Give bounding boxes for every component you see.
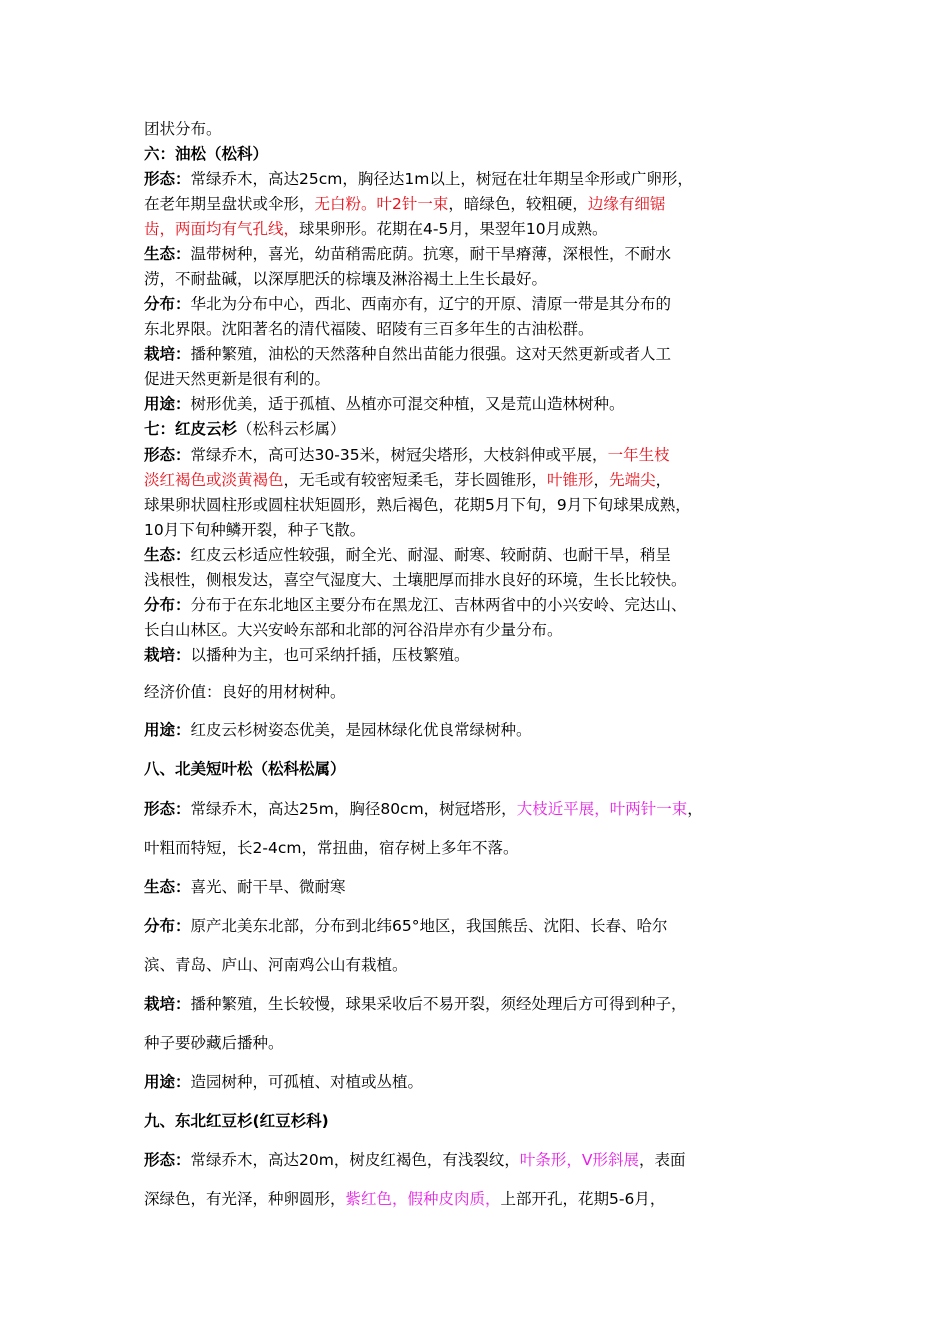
- highlight-text: 无白粉。叶2针一束: [314, 195, 449, 213]
- label-text: 栽培：: [144, 995, 191, 1013]
- text-line: [144, 1149, 685, 1171]
- body-text: 红皮云杉树姿态优美，是园林绿化优良常绿树种。: [190, 721, 532, 739]
- label-text: 九、东北红豆杉(红豆杉科): [144, 1112, 329, 1130]
- label-text: 栽培：: [144, 646, 191, 664]
- body-text: 上部开孔，花期5-6月，: [500, 1190, 666, 1208]
- body-text: 造园树种，可孤植、对植或丛植。: [190, 1073, 424, 1091]
- label-text: 形态：: [144, 446, 191, 464]
- text-line: [144, 1032, 284, 1054]
- body-text: 树形优美，适于孤植、丛植亦可混交种植，又是荒山造林树种。: [190, 395, 625, 413]
- text-line: [144, 268, 547, 290]
- body-text: （松科云杉属）: [237, 420, 346, 438]
- body-text: ，: [655, 471, 672, 489]
- text-line: [144, 318, 594, 340]
- body-text: 播种繁殖，油松的天然落种自然出苗能力很强。这对天然更新或者人工: [190, 345, 672, 363]
- body-text: 东北界限。沈阳著名的清代福陵、昭陵有三百多年生的古油松群。: [144, 320, 594, 338]
- text-line: [144, 993, 687, 1015]
- body-text: 球果卵形。花期在4-5月，果翌年10月成熟。: [299, 220, 608, 238]
- body-text: 球果卵状圆柱形或圆柱状矩圆形，熟后褐色，花期5月下旬，9月下旬球果成熟，: [144, 496, 691, 514]
- body-text: ，: [593, 471, 610, 489]
- body-text: 在老年期呈盘状或伞形，: [144, 195, 315, 213]
- body-text: 原产北美东北部，分布到北纬65°地区，我国熊岳、沈阳、长春、哈尔: [190, 917, 668, 935]
- label-text: 形态：: [144, 800, 191, 818]
- highlight-text: 先端尖: [609, 471, 656, 489]
- text-line: [144, 368, 330, 390]
- text-line: [144, 644, 470, 666]
- text-line: [144, 519, 365, 541]
- text-line: [144, 798, 703, 820]
- highlight-text: 叶条形，V形斜展: [519, 1151, 639, 1169]
- text-line: [144, 719, 532, 741]
- body-text: 团状分布。: [144, 120, 222, 138]
- body-text: ，暗绿色，较粗硬，: [448, 195, 588, 213]
- label-text: 生态：: [144, 878, 191, 896]
- label-text: 形态：: [144, 1151, 191, 1169]
- highlight-text: 紫红色，假种皮肉质，: [345, 1190, 501, 1208]
- body-text: 涝，不耐盐碱，以深厚肥沃的棕壤及淋浴褐土上生长最好。: [144, 270, 548, 288]
- body-text: 促进天然更新是很有利的。: [144, 370, 331, 388]
- body-text: ，: [687, 800, 703, 818]
- label-text: 分布：: [144, 596, 191, 614]
- text-line: [144, 544, 671, 566]
- body-text: 常绿乔木，高达25m，胸径80cm，树冠塔形，: [190, 800, 517, 818]
- section-heading: [144, 1110, 329, 1132]
- label-text: 形态：: [144, 170, 191, 188]
- text-line: [144, 619, 563, 641]
- text-line: [144, 915, 668, 937]
- text-line: [144, 218, 608, 240]
- label-text: 分布：: [144, 295, 191, 313]
- label-text: 分布：: [144, 917, 191, 935]
- text-line: [144, 494, 691, 516]
- highlight-text: 叶锥形: [547, 471, 594, 489]
- label-text: 七：红皮云杉: [144, 420, 238, 438]
- text-line: [144, 243, 671, 265]
- body-text: 叶粗而特短，长2-4cm，常扭曲，宿存树上多年不落。: [144, 839, 519, 857]
- body-text: 浅根性，侧根发达，喜空气湿度大、土壤肥厚而排水良好的环境，生长比较快。: [144, 571, 687, 589]
- text-line: [144, 168, 693, 190]
- body-text: 常绿乔木，高达25cm，胸径达1m以上，树冠在壮年期呈伞形或广卵形，: [190, 170, 693, 188]
- body-text: 喜光、耐干旱、微耐寒: [190, 878, 346, 896]
- label-text: 六：油松（松科）: [144, 145, 269, 163]
- body-text: ，无毛或有较密短柔毛，芽长圆锥形，: [283, 471, 548, 489]
- highlight-text: 齿，两面均有气孔线，: [144, 220, 300, 238]
- body-text: ，表面: [638, 1151, 686, 1169]
- body-text: 深绿色，有光泽，种卵圆形，: [144, 1190, 346, 1208]
- label-text: 八、北美短叶松（松科松属）: [144, 760, 346, 778]
- text-line: [144, 444, 670, 466]
- body-text: 常绿乔木，高可达30-35米，树冠尖塔形，大枝斜伸或平展，: [190, 446, 608, 464]
- label-text: 栽培：: [144, 345, 191, 363]
- text-line: [144, 681, 346, 703]
- body-text: 播种繁殖，生长较慢，球果采收后不易开裂，须经处理后方可得到种子，: [190, 995, 687, 1013]
- label-text: 生态：: [144, 546, 191, 564]
- body-text: 温带树种，喜光，幼苗稍需庇荫。抗寒，耐干旱瘠薄，深根性，不耐水: [190, 245, 672, 263]
- body-text: 红皮云杉适应性较强，耐全光、耐湿、耐寒、较耐荫、也耐干旱，稍呈: [190, 546, 672, 564]
- label-text: 用途：: [144, 395, 191, 413]
- text-line: [144, 1188, 665, 1210]
- text-line: [144, 293, 671, 315]
- body-text: 种子要砂藏后播种。: [144, 1034, 284, 1052]
- highlight-text: 边缘有细锯: [587, 195, 666, 213]
- body-text: 长白山林区。大兴安岭东部和北部的河谷沿岸亦有少量分布。: [144, 621, 563, 639]
- text-line: [144, 1071, 423, 1093]
- text-line: [144, 469, 671, 491]
- section-heading: [144, 143, 268, 165]
- body-text: 滨、青岛、庐山、河南鸡公山有栽植。: [144, 956, 408, 974]
- text-line: [144, 837, 518, 859]
- body-text: 华北为分布中心，西北、西南亦有，辽宁的开原、清原一带是其分布的: [190, 295, 672, 313]
- text-line: [144, 594, 687, 616]
- text-line: [144, 393, 625, 415]
- body-text: 以播种为主，也可采纳扦插，压枝繁殖。: [190, 646, 470, 664]
- body-text: 分布于在东北地区主要分布在黑龙江、吉林两省中的小兴安岭、完达山、: [190, 596, 687, 614]
- label-text: 生态：: [144, 245, 191, 263]
- text-line: [144, 118, 222, 140]
- body-text: 10月下旬种鳞开裂，种子飞散。: [144, 521, 366, 539]
- highlight-text: 一年生枝: [607, 446, 670, 464]
- label-text: 用途：: [144, 1073, 191, 1091]
- text-line: [144, 193, 665, 215]
- section-heading: [144, 758, 346, 780]
- text-line: [144, 954, 408, 976]
- body-text: 常绿乔木，高达20m，树皮红褐色，有浅裂纹，: [190, 1151, 520, 1169]
- highlight-text: 淡红褐色或淡黄褐色: [144, 471, 284, 489]
- text-line: [144, 569, 687, 591]
- highlight-text: 大枝近平展，叶两针一束: [516, 800, 688, 818]
- body-text: 经济价值：良好的用材树种。: [144, 683, 346, 701]
- text-line: [144, 876, 346, 898]
- section-heading: [144, 418, 346, 440]
- label-text: 用途：: [144, 721, 191, 739]
- text-line: [144, 343, 671, 365]
